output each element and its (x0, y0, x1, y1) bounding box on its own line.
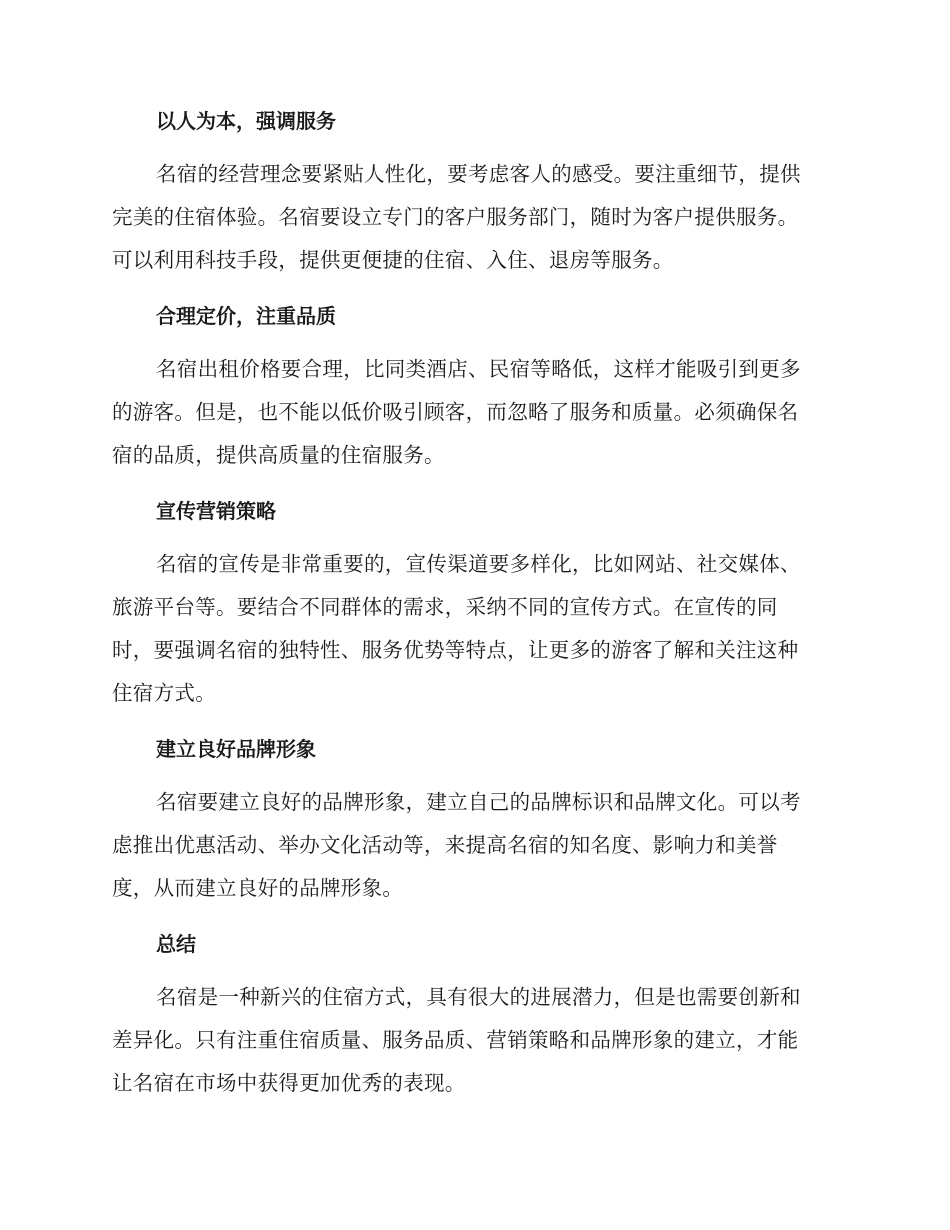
paragraph-line: 宿的品质，提供高质量的住宿服务。 (112, 443, 445, 467)
section-marketing (112, 496, 832, 715)
paragraph-line: 让名宿在市场中获得更加优秀的表现。 (112, 1071, 466, 1095)
paragraph-line: 的游客。但是，也不能以低价吸引顾客，而忽略了服务和质量。必须确保名 (112, 400, 799, 424)
document-page (112, 106, 832, 1124)
paragraph-line: 名宿是一种新兴的住宿方式，具有很大的进展潜力，但是也需要创新和 (156, 985, 801, 1009)
paragraph-line: 旅游平台等。要结合不同群体的需求，采纳不同的宣传方式。在宣传的同 (112, 595, 778, 619)
paragraph-line: 名宿要建立良好的品牌形象，建立自己的品牌标识和品牌文化。可以考 (156, 790, 801, 814)
section-paragraph (112, 348, 832, 477)
section-service (112, 106, 832, 282)
section-summary (112, 929, 832, 1105)
section-paragraph (112, 543, 832, 715)
section-heading: 宣传营销策略 (156, 499, 276, 523)
section-heading: 合理定价，注重品质 (156, 304, 336, 328)
section-heading: 总结 (156, 932, 196, 956)
section-pricing (112, 301, 832, 477)
paragraph-line: 度，从而建立良好的品牌形象。 (112, 876, 404, 900)
paragraph-line: 虑推出优惠活动、举办文化活动等，来提高名宿的知名度、影响力和美誉 (112, 833, 778, 857)
paragraph-line: 完美的住宿体验。名宿要设立专门的客户服务部门，随时为客户提供服务。 (112, 205, 799, 229)
section-paragraph (112, 153, 832, 282)
section-paragraph (112, 781, 832, 910)
section-heading: 以人为本，强调服务 (156, 109, 336, 133)
paragraph-line: 时，要强调名宿的独特性、服务优势等特点，让更多的游客了解和关注这种 (112, 638, 799, 662)
section-paragraph (112, 976, 832, 1105)
paragraph-line: 名宿的宣传是非常重要的，宣传渠道要多样化，比如网站、社交媒体、 (156, 552, 801, 576)
paragraph-line: 可以利用科技手段，提供更便捷的住宿、入住、退房等服务。 (112, 248, 674, 272)
section-brand (112, 734, 832, 910)
paragraph-line: 名宿出租价格要合理，比同类酒店、民宿等略低，这样才能吸引到更多 (156, 357, 801, 381)
section-heading: 建立良好品牌形象 (156, 737, 316, 761)
paragraph-line: 住宿方式。 (112, 681, 216, 705)
paragraph-line: 差异化。只有注重住宿质量、服务品质、营销策略和品牌形象的建立，才能 (112, 1028, 799, 1052)
paragraph-line: 名宿的经营理念要紧贴人性化，要考虑客人的感受。要注重细节，提供 (156, 162, 801, 186)
